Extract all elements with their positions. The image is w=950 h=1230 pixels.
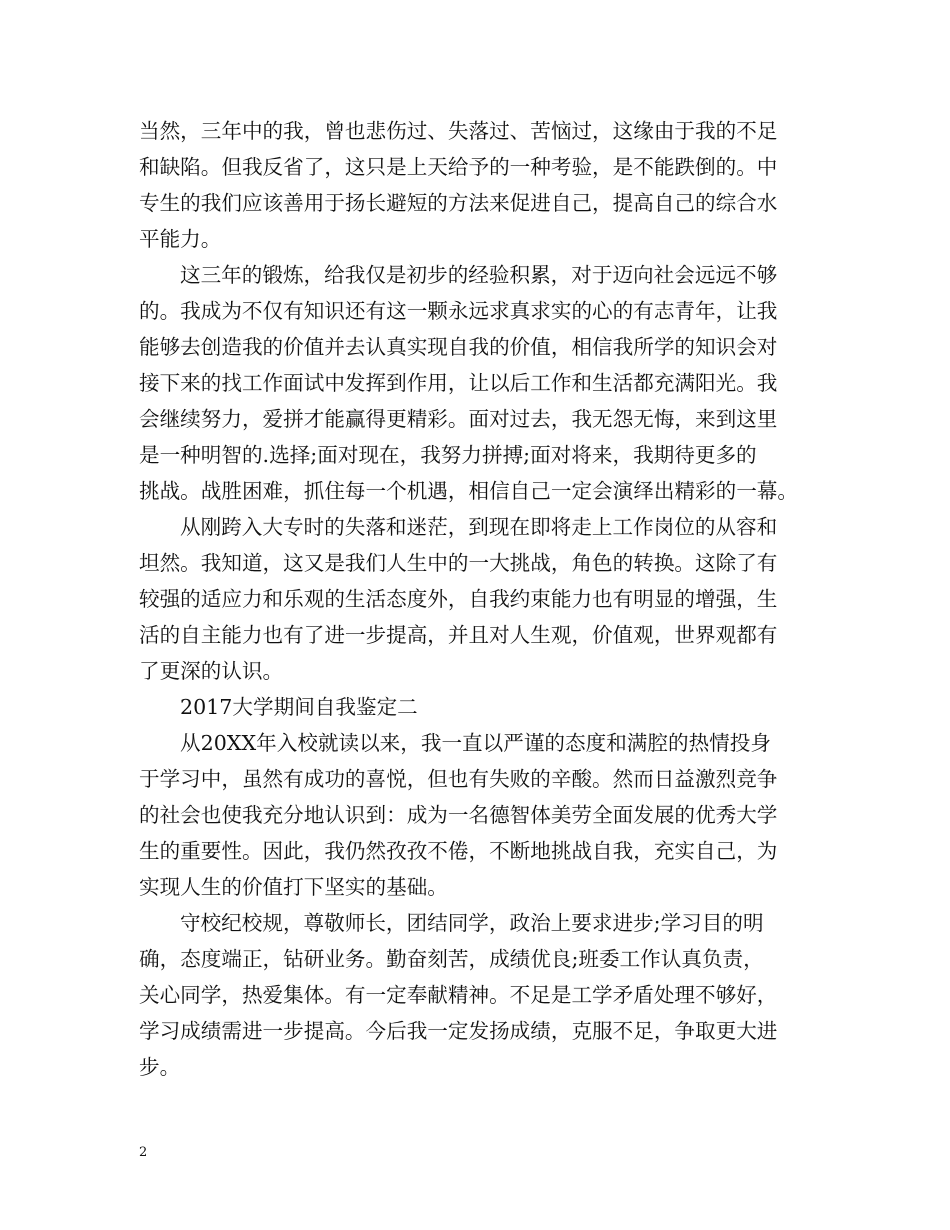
text-line: 当然，三年中的我，曾也悲伤过、失落过、苦恼过，这缘由于我的不足	[139, 119, 778, 143]
text-line: 会继续努力，爱拼才能赢得更精彩。面对过去，我无怨无悔，来到这里	[139, 407, 778, 431]
text-line: 2017大学期间自我鉴定二	[180, 695, 418, 719]
text-line: 实现人生的价值打下坚实的基础。	[139, 875, 448, 899]
text-line: 于学习中，虽然有成功的喜悦，但也有失败的辛酸。然而日益激烈竞争	[139, 767, 778, 791]
text-line: 的。我成为不仅有知识还有这一颗永远求真求实的心的有志青年，让我	[139, 299, 778, 323]
text-line: 接下来的找工作面试中发挥到作用，让以后工作和生活都充满阳光。我	[139, 371, 778, 395]
text-line: 关心同学，热爱集体。有一定奉献精神。不足是工学矛盾处理不够好，	[139, 983, 778, 1007]
text-line: 学习成绩需进一步提高。今后我一定发扬成绩，克服不足，争取更大进	[139, 1019, 778, 1043]
text-line: 了更深的认识。	[139, 659, 284, 683]
text-line: 平能力。	[139, 227, 222, 251]
text-line: 挑战。战胜困难，抓住每一个机遇，相信自己一定会演绎出精彩的一幕。	[139, 479, 798, 503]
text-line: 生的重要性。因此，我仍然孜孜不倦，不断地挑战自我，充实自己，为	[139, 839, 778, 863]
document-body	[139, 113, 829, 1085]
text-line: 从20XX年入校就读以来，我一直以严谨的态度和满腔的热情投身	[180, 731, 771, 755]
text-line: 是一种明智的.选择;面对现在，我努力拼搏;面对将来，我期待更多的	[139, 443, 757, 467]
text-line: 坦然。我知道，这又是我们人生中的一大挑战，角色的转换。这除了有	[139, 551, 778, 575]
text-line: 守校纪校规，尊敬师长，团结同学，政治上要求进步;学习目的明	[180, 911, 764, 935]
page-number: 2	[139, 1145, 148, 1160]
text-line: 能够去创造我的价值并去认真实现自我的价值，相信我所学的知识会对	[139, 335, 778, 359]
text-line: 活的自主能力也有了进一步提高，并且对人生观，价值观，世界观都有	[139, 623, 778, 647]
text-line: 从刚跨入大专时的失落和迷茫，到现在即将走上工作岗位的从容和	[180, 515, 778, 539]
text-line: 这三年的锻炼，给我仅是初步的经验积累，对于迈向社会远远不够	[180, 263, 778, 287]
text-line: 较强的适应力和乐观的生活态度外，自我约束能力也有明显的增强，生	[139, 587, 778, 611]
text-line: 的社会也使我充分地认识到：成为一名德智体美劳全面发展的优秀大学	[139, 803, 778, 827]
text-line: 和缺陷。但我反省了，这只是上天给予的一种考验，是不能跌倒的。中	[139, 155, 778, 179]
text-line: 步。	[139, 1055, 181, 1079]
text-line: 确，态度端正，钻研业务。勤奋刻苦，成绩优良;班委工作认真负责，	[139, 947, 764, 971]
text-line: 专生的我们应该善用于扬长避短的方法来促进自己，提高自己的综合水	[139, 191, 778, 215]
